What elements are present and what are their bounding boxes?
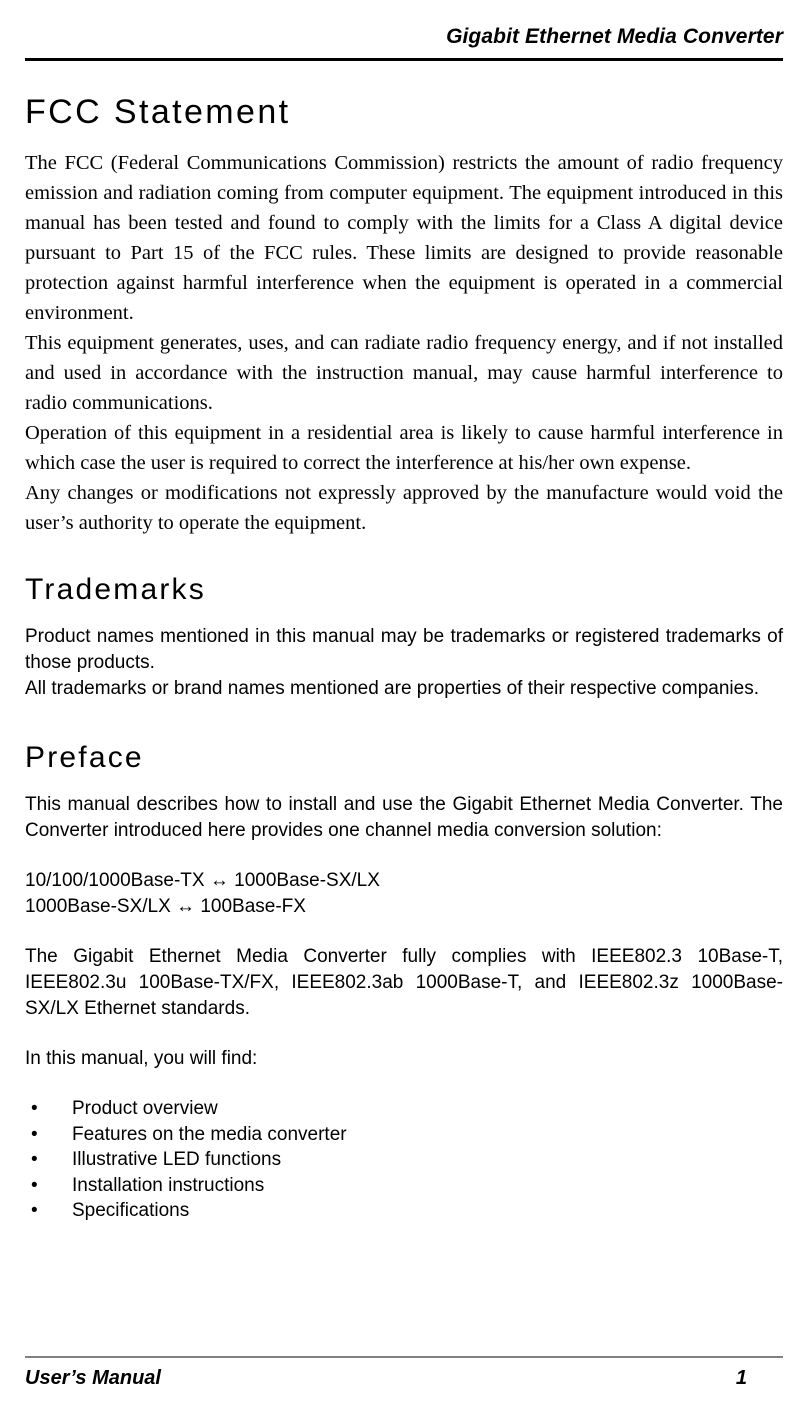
spacer bbox=[25, 538, 783, 572]
bullet-icon: • bbox=[31, 1098, 38, 1119]
fcc-paragraph-2: This equipment generates, uses, and can radiate radio frequency energy, and if not installed and used in accordance with the instruction manual, may cause harmful interference to radio communications. bbox=[25, 332, 783, 414]
page-number: 1 bbox=[735, 1367, 747, 1389]
list-item bbox=[25, 1096, 783, 1122]
spacer bbox=[25, 844, 783, 868]
list-item bbox=[25, 1173, 783, 1199]
spacer bbox=[25, 776, 783, 792]
section-heading-trademarks: Trademarks bbox=[25, 573, 206, 606]
list-item-label: Features on the media converter bbox=[72, 1123, 347, 1145]
bullet-icon: • bbox=[31, 1149, 38, 1170]
section-heading-fcc: FCC Statement bbox=[25, 93, 291, 131]
page-header bbox=[25, 24, 783, 61]
conversion-line-2: 1000Base-SX/LX ↔ 100Base-FX bbox=[25, 896, 306, 917]
list-item-label: Illustrative LED functions bbox=[72, 1149, 282, 1170]
header-title: Gigabit Ethernet Media Converter bbox=[446, 25, 783, 48]
standards-compliance bbox=[25, 944, 783, 1022]
spacer bbox=[25, 702, 783, 740]
list-item-label: Installation instructions bbox=[72, 1174, 265, 1196]
fcc-paragraph-3: Operation of this equipment in a residential area is likely to cause harmful interference in which case the user is required to correct the interference at his/her own expense. bbox=[25, 422, 783, 474]
section-heading-preface: Preface bbox=[25, 741, 144, 774]
list-item bbox=[25, 1147, 783, 1173]
list-intro bbox=[25, 1046, 783, 1072]
fcc-body bbox=[25, 148, 783, 538]
preface-intro-paragraph: This manual describes how to install and use the Gigabit Ethernet Media Converter. The Converter introduced here provides one channel media conversion solution: bbox=[25, 794, 783, 841]
trademarks-body bbox=[25, 624, 783, 702]
fcc-paragraph-4: Any changes or modifications not expressly approved by the manufacture would void the user’s authority to operate the equipment. bbox=[25, 482, 783, 534]
manual-contents-list bbox=[25, 1096, 783, 1224]
footer-divider bbox=[25, 1356, 783, 1358]
header-divider bbox=[25, 58, 783, 61]
list-item-label: Specifications bbox=[72, 1200, 190, 1221]
conversion-line-1: 10/100/1000Base-TX ↔ 1000Base-SX/LX bbox=[25, 870, 380, 891]
standards-paragraph: The Gigabit Ethernet Media Converter fully complies with IEEE802.3 10Base-T, IEEE802.3u 100Base-TX/FX, IEEE802.3ab 1000Base-T, and IEEE802.3z 1000Base-SX/LX Ethernet standards. bbox=[25, 946, 783, 1019]
list-intro-text: In this manual, you will find: bbox=[25, 1048, 258, 1069]
bullet-icon: • bbox=[31, 1123, 38, 1145]
list-item bbox=[25, 1122, 783, 1148]
footer-row bbox=[25, 1367, 783, 1390]
footer-label: User’s Manual bbox=[25, 1367, 161, 1389]
bullet-icon: • bbox=[31, 1200, 38, 1221]
list-item-label: Product overview bbox=[72, 1098, 218, 1119]
spacer bbox=[25, 608, 783, 624]
page-footer bbox=[25, 1356, 783, 1390]
page-content bbox=[25, 92, 783, 1224]
trademarks-paragraph-1: Product names mentioned in this manual may be trademarks or registered trademarks of those products. bbox=[25, 626, 783, 673]
conversion-list bbox=[25, 868, 783, 920]
preface-intro bbox=[25, 792, 783, 844]
list-item bbox=[25, 1198, 783, 1224]
spacer bbox=[25, 1072, 783, 1096]
spacer bbox=[25, 920, 783, 944]
trademarks-paragraph-2: All trademarks or brand names mentioned are properties of their respective companies. bbox=[25, 678, 759, 699]
spacer bbox=[25, 132, 783, 148]
bullet-icon: • bbox=[31, 1174, 38, 1196]
spacer bbox=[25, 1022, 783, 1046]
fcc-paragraph-1: The FCC (Federal Communications Commission) restricts the amount of radio frequency emission and radiation coming from computer equipment. The equipment introduced in this manual has been tested and found to comply with the limits for a Class A digital device pursuant to Part 15 of the FCC rules. These limits are designed to provide reasonable protection against harmful interference when the equipment is operated in a commercial environment. bbox=[25, 152, 783, 324]
